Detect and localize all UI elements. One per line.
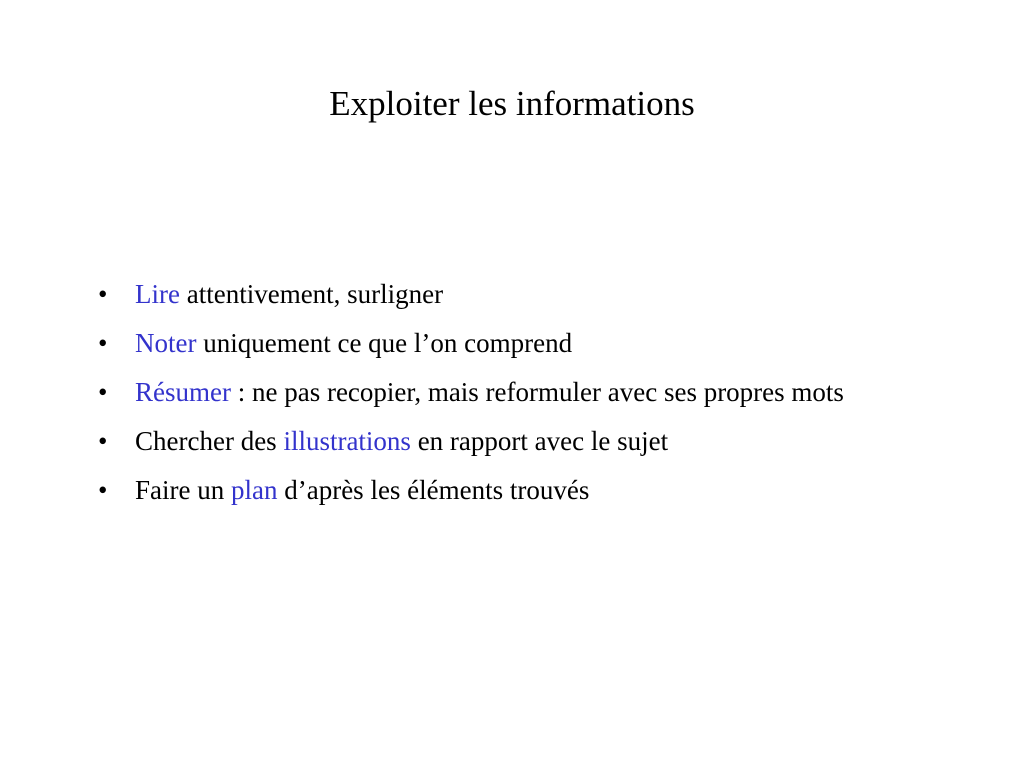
- bullet-prefix: Chercher des: [135, 426, 284, 456]
- bullet-icon: •: [98, 279, 108, 309]
- bullet-keyword: Lire: [135, 279, 180, 309]
- bullet-keyword: Noter: [135, 328, 197, 358]
- bullet-list: [98, 274, 898, 519]
- bullet-item-plan: [98, 470, 898, 510]
- bullet-item-chercher: [98, 421, 898, 461]
- bullet-item-lire: [98, 274, 898, 314]
- bullet-text: : ne pas recopier, mais reformuler avec ses propres mots: [230, 377, 844, 407]
- bullet-item-resumer: [98, 372, 898, 412]
- bullet-icon: •: [98, 475, 108, 505]
- bullet-icon: •: [98, 328, 108, 358]
- bullet-keyword: Résumer: [135, 377, 231, 407]
- bullet-keyword: illustrations: [283, 426, 411, 456]
- bullet-text: d’après les éléments trouvés: [277, 475, 590, 505]
- bullet-item-noter: [98, 323, 898, 363]
- slide-title: Exploiter les informations: [329, 84, 695, 123]
- bullet-text: attentivement, surligner: [179, 279, 444, 309]
- bullet-prefix: Faire un: [135, 475, 231, 505]
- bullet-icon: •: [98, 377, 108, 407]
- bullet-text: uniquement ce que l’on comprend: [196, 328, 573, 358]
- bullet-text: en rapport avec le sujet: [410, 426, 669, 456]
- bullet-keyword: plan: [230, 475, 278, 505]
- bullet-icon: •: [98, 426, 108, 456]
